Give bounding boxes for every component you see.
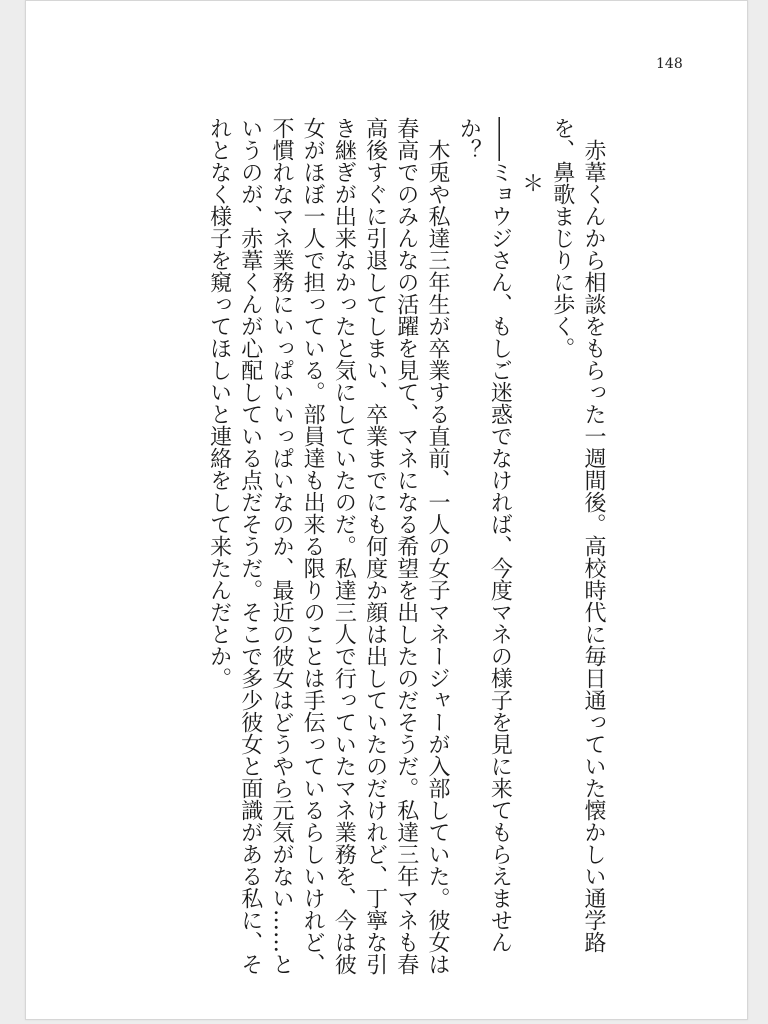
body-text	[173, 117, 609, 977]
section-break-asterisk: ＊	[518, 172, 544, 194]
paragraph-walk: 赤葦くんから相談をもらった一週間後。高校時代に毎日通っていた懐かしい通学路を、鼻歌まじりに歩く。	[549, 117, 606, 953]
book-page	[25, 0, 748, 1020]
page-number: 148	[656, 56, 683, 72]
paragraph-dialogue: ――ミョウジさん、もしご迷惑でなければ、今度マネの様子を見に来てもらえませんか？	[456, 117, 513, 953]
paragraph-background: 木兎や私達三年生が卒業する直前、一人の女子マネージャーが入部していた。彼女は春高でのみんなの活躍を見て、マネになる希望を出したのだそうだ。私達三年マネも春高後すぐに引退してしまい、卒業までにも何度か顔は出していたのだけれど、丁寧な引き継ぎが出来なかったと気にしていたのだ。私達三人で行っていたマネ業務を、今は彼女がほぼ一人で担っている。部員達も出来る限りのことは手伝っているらしいけれど、不慣れなマネ業務にいっぱいいっぱいなのか、最近の彼女はどうやら元気がない……というのが、赤葦くんが心配している点だそうだ。そこで多少彼女と面識がある私に、それとなく様子を窺ってほしいと連絡をして来たんだとか。	[206, 117, 450, 975]
